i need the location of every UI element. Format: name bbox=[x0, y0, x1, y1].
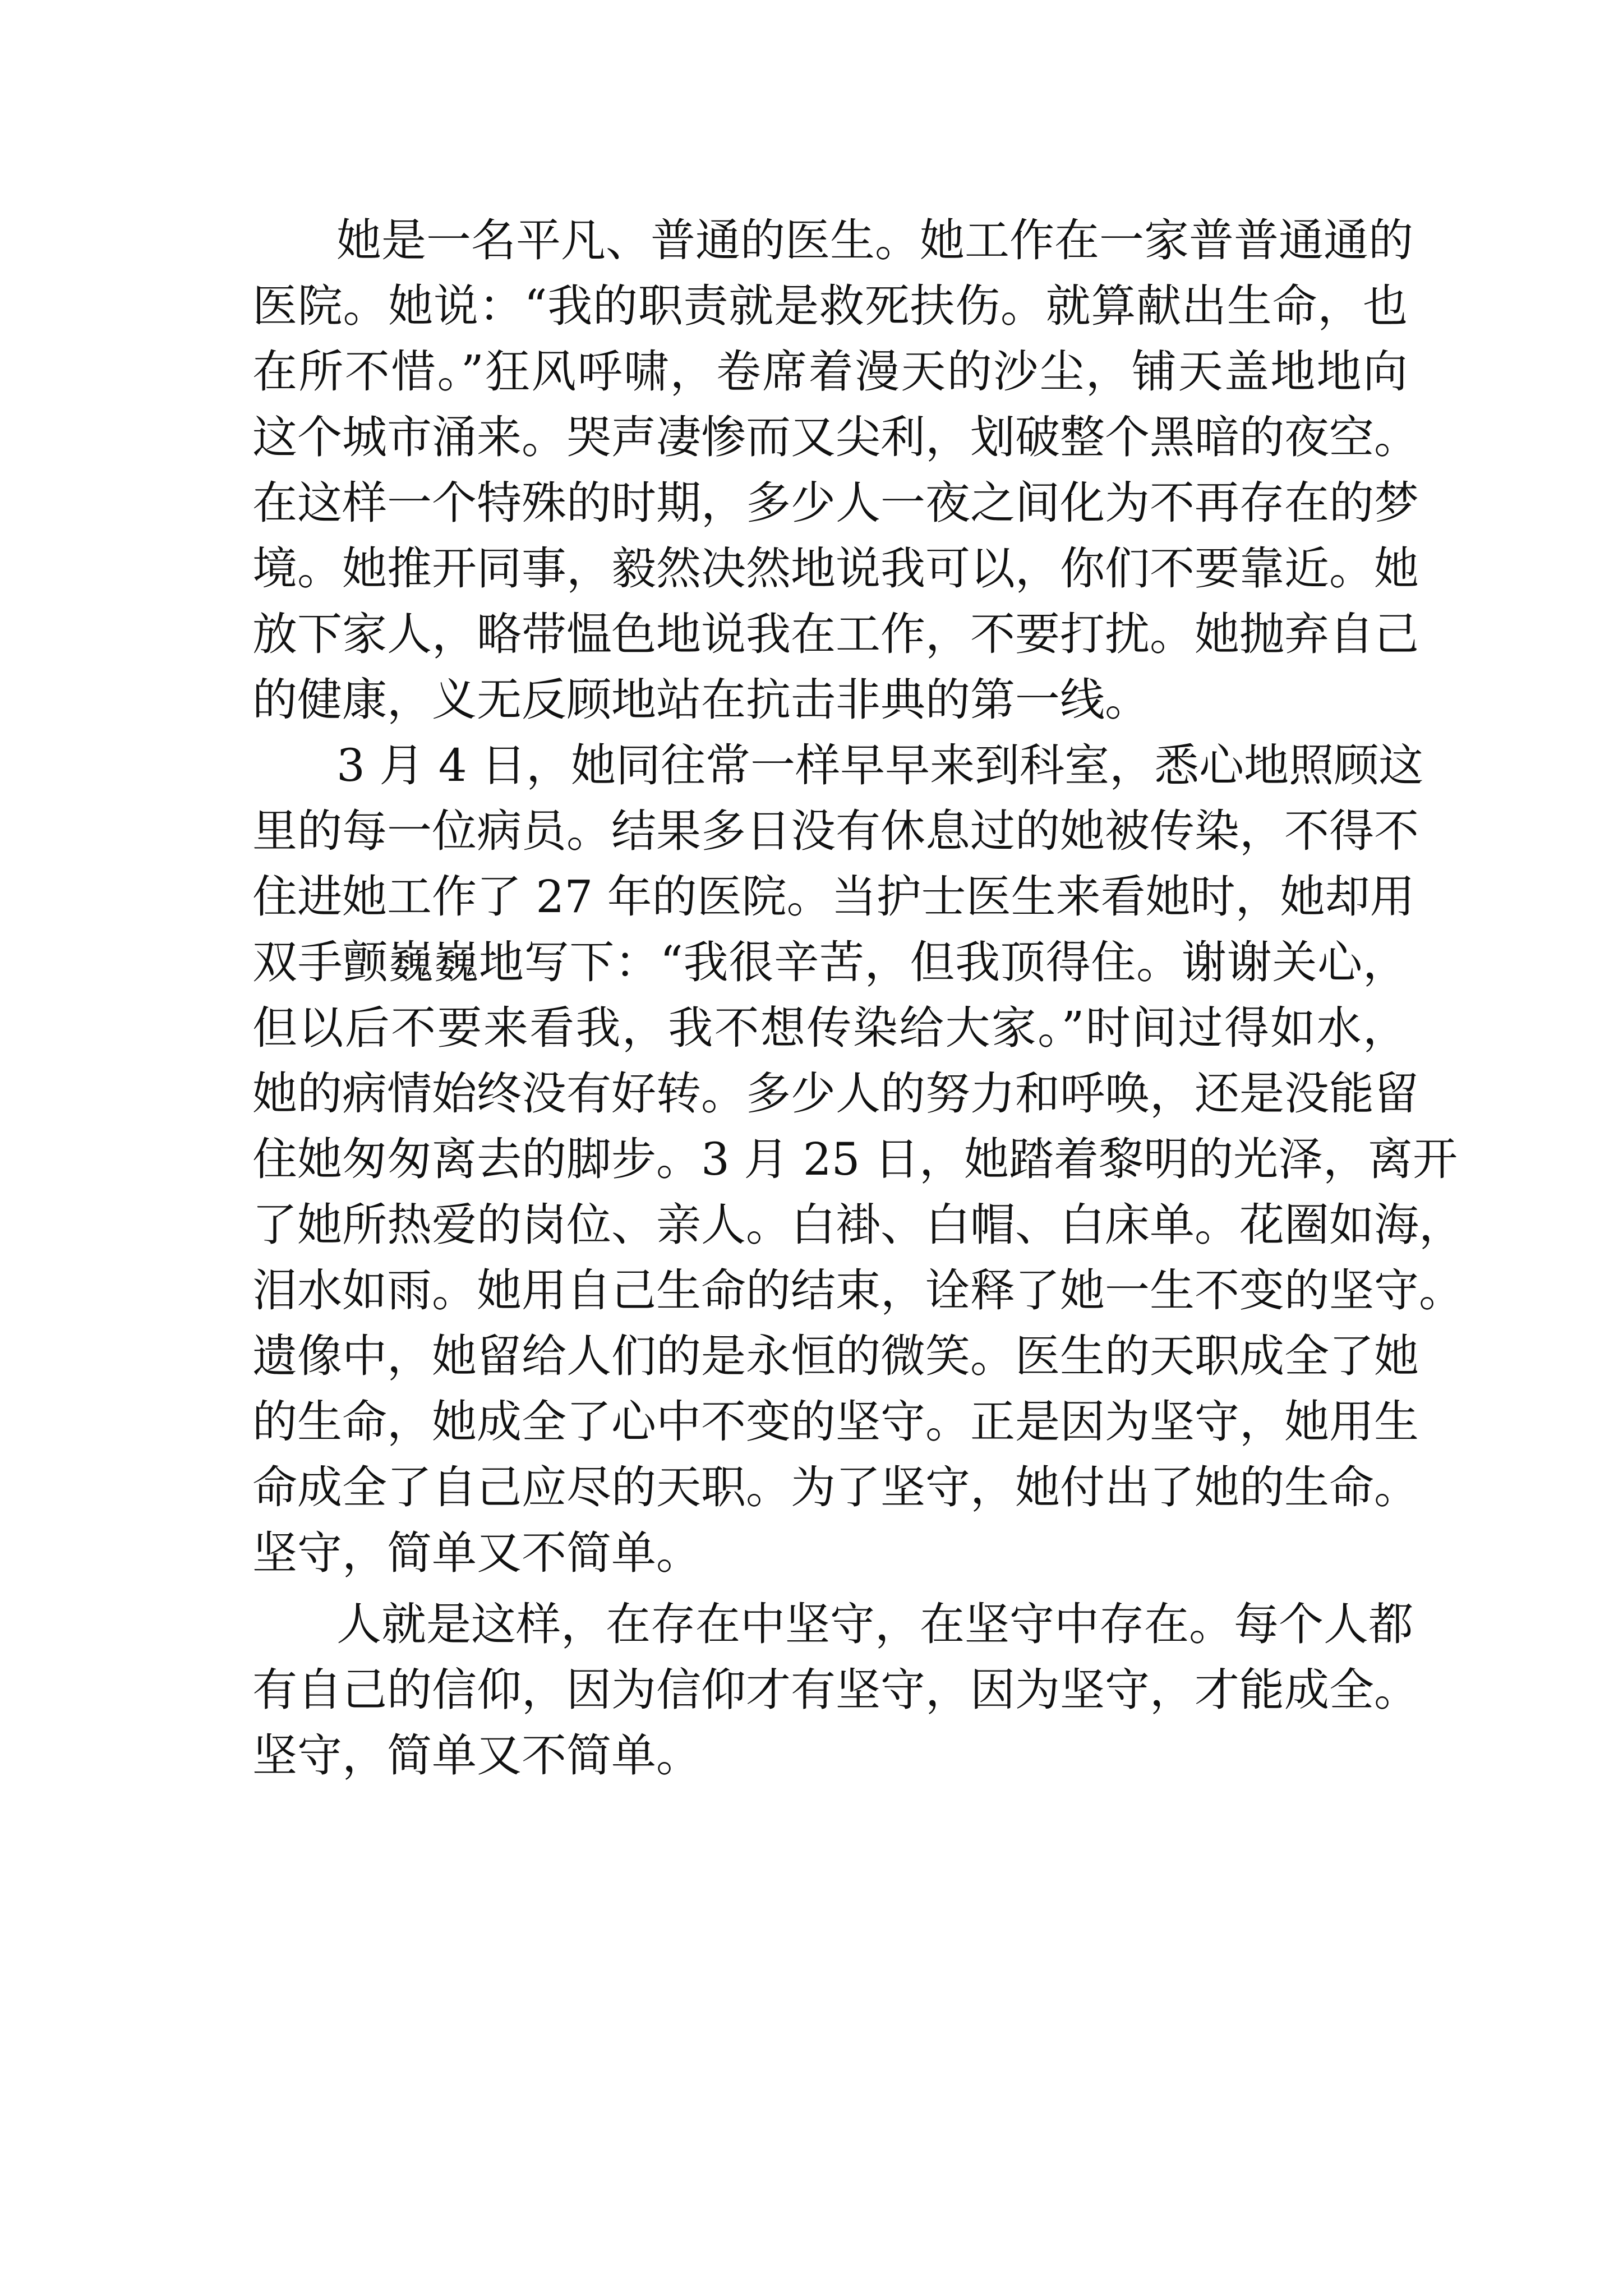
paragraph-line: 3 月 4 日，她同往常一样早早来到科室，悉心地照顾这 bbox=[336, 739, 1424, 792]
paragraph-line: 人就是这样，在存在中坚守，在坚守中存在。每个人都 bbox=[336, 1598, 1413, 1650]
paragraph-1 bbox=[252, 208, 1419, 733]
paragraph-3 bbox=[252, 1591, 1419, 1788]
paragraph-line: 放下家人，略带愠色地说我在工作，不要打扰。她抛弃自己 bbox=[252, 608, 1419, 660]
paragraph-line: 住她匆匆离去的脚步。3 月 25 日，她踏着黎明的光泽，离开 bbox=[252, 1133, 1458, 1185]
paragraph-line: 在这样一个特殊的时期，多少人一夜之间化为不再存在的梦 bbox=[252, 477, 1419, 529]
paragraph-line: 泪水如雨。她用自己生命的结束，诠释了她一生不变的坚守。 bbox=[252, 1264, 1464, 1317]
paragraph-line: 但以后不要来看我，我不想传染给大家。”时间过得如水， bbox=[252, 1002, 1408, 1054]
paragraph-2 bbox=[252, 733, 1464, 1586]
paragraph-line: 在所不惜。”狂风呼啸，卷席着漫天的沙尘，铺天盖地地向 bbox=[252, 346, 1408, 398]
paragraph-line: 这个城市涌来。哭声凄惨而又尖利，划破整个黑暗的夜空。 bbox=[252, 411, 1419, 463]
paragraph-line: 里的每一位病员。结果多日没有休息过的她被传染，不得不 bbox=[252, 805, 1419, 857]
paragraph-line: 有自己的信仰，因为信仰才有坚守，因为坚守，才能成全。 bbox=[252, 1664, 1419, 1716]
paragraph-line: 她是一名平凡、普通的医生。她工作在一家普普通通的 bbox=[336, 214, 1413, 266]
paragraph-line: 遗像中，她留给人们的是永恒的微笑。医生的天职成全了她 bbox=[252, 1330, 1419, 1382]
paragraph-line: 坚守，简单又不简单。 bbox=[252, 1729, 701, 1782]
paragraph-line: 的生命，她成全了心中不变的坚守。正是因为坚守，她用生 bbox=[252, 1396, 1419, 1448]
paragraph-line: 双手颤巍巍地写下：“我很辛苦，但我顶得住。谢谢关心， bbox=[252, 936, 1408, 988]
paragraph-line: 境。她推开同事，毅然决然地说我可以，你们不要靠近。她 bbox=[252, 542, 1419, 595]
essay-body bbox=[252, 208, 1464, 1788]
paragraph-line: 住进她工作了 27 年的医院。当护士医生来看她时，她却用 bbox=[252, 871, 1415, 923]
paragraph-line: 坚守，简单又不简单。 bbox=[252, 1527, 701, 1579]
paragraph-line: 命成全了自己应尽的天职。为了坚守，她付出了她的生命。 bbox=[252, 1461, 1419, 1513]
paragraph-line: 的健康，义无反顾地站在抗击非典的第一线。 bbox=[252, 674, 1150, 726]
paragraph-line: 了她所热爱的岗位、亲人。白褂、白帽、白床单。花圈如海， bbox=[252, 1199, 1464, 1251]
paragraph-line: 医院。她说：“我的职责就是救死扶伤。就算献出生命，也 bbox=[252, 280, 1408, 332]
paragraph-gap bbox=[252, 1586, 1408, 1591]
paragraph-line: 她的病情始终没有好转。多少人的努力和呼唤，还是没能留 bbox=[252, 1068, 1419, 1120]
